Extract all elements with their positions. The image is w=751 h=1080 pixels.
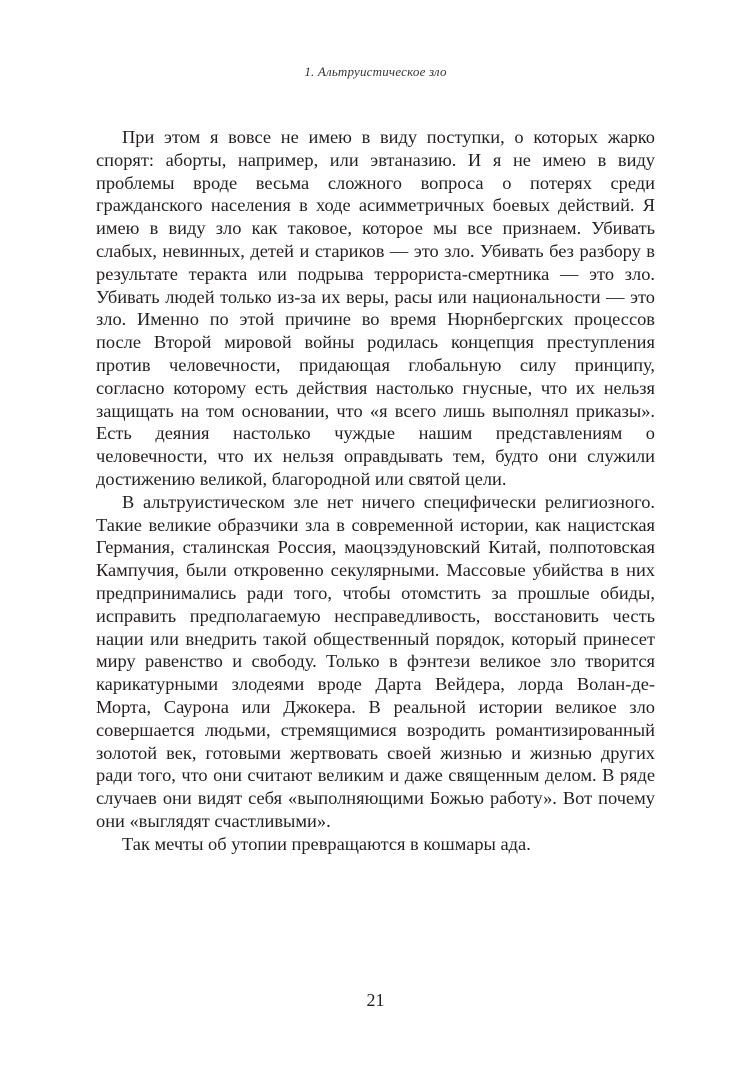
page-number: 21 [366,990,385,1010]
body-text [96,126,655,856]
paragraph: В альтруистическом зле нет ничего специфически религиозного. Такие великие образчики зла в современной истории, как нацистская Германия, сталинская Россия, маоцзэдуновский Китай, полпотовская Кампучия, были откровенно секулярными. Массовые убийства в них предпринимались ради того, чтобы отомстить за прошлые обиды, исправить предполагаемую несправедливость, восстановить честь нации или внедрить такой общественный порядок, который принесет миру равенство и свободу. Только в фэнтези великое зло творится карикатурными злодеями вроде Дарта Вейдера, лорда Волан-де-Морта, Саурона или Джокера. В реальной истории великое зло совершается людьми, стремящимися возродить романтизированный золотой век, готовыми жертвовать своей жизнью и жизнью других ради того, что они считают великим и даже священным делом. В ряде случаев они видят себя «выполняющими Божью работу». Вот почему они «выглядят счастливыми». [96,491,655,831]
paragraph: При этом я вовсе не имею в виду поступки, о которых жарко спорят: аборты, например, или эвтаназию. И я не имею в виду проблемы вроде весьма сложного вопроса о потерях среди гражданского населения в ходе асимметричных боевых действий. Я имею в виду зло как таковое, которое мы все признаем. Убивать слабых, невинных, детей и стариков — это зло. Убивать без разбору в результате теракта или подрыва террориста-смертника — это зло. Убивать людей только из-за их веры, расы или национальности — это зло. Именно по этой причине во время Нюрнбергских процессов после Второй мировой войны родилась концепция преступления против человечности, придающая глобальную силу принципу, согласно которому есть действия настолько гнусные, что их нельзя защищать на том основании, что «я всего лишь выполнял приказы». Есть деяния настолько чуждые нашим представлениям о человечности, что их нельзя оправдывать тем, будто они служили достижению великой, благородной или святой цели. [96,127,655,489]
paragraph: Так мечты об утопии превращаются в кошмары ада. [122,833,531,854]
running-head: 1. Альтруистическое зло [304,64,447,79]
